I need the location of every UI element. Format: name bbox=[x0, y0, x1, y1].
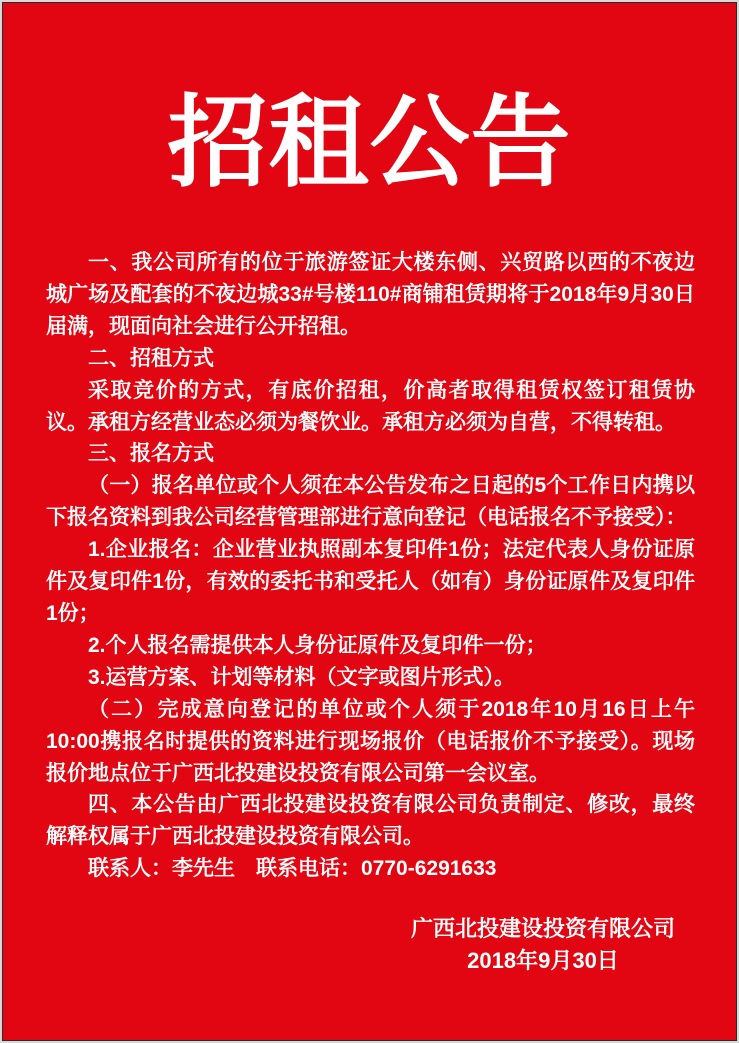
signature-date: 2018年9月30日 bbox=[467, 948, 619, 974]
paragraph-registration-intro: （一）报名单位或个人须在本公告发布之日起的5个工作日内携以下报名资料到我公司经营管理部进行意向登记（电话报名不予接受）： bbox=[46, 474, 695, 530]
paragraph-intro: 一、我公司所有的位于旅游签证大楼东侧、兴贸路以西的不夜边城广场及配套的不夜边城33#号楼110#商铺租赁期将于2018年9月30日届满，现面向社会进行公开招租。 bbox=[46, 251, 695, 338]
list-item-enterprise-registration: 1.企业报名：企业营业执照副本复印件1份；法定代表人身份证原件及复印件1份，有效的委托书和受托人（如有）身份证原件及复印件1份； bbox=[46, 538, 695, 625]
paragraph-onsite-bidding: （二）完成意向登记的单位或个人须于2018年10月16日上午10:00携报名时提供的资料进行现场报价（电话报价不予接受）。现场报价地点位于广西北投建设投资有限公司第一会议室。 bbox=[46, 697, 695, 785]
signature-block bbox=[411, 913, 675, 977]
heading-section-2-rental-method: 二、招租方式 bbox=[88, 346, 214, 370]
list-item-operation-plan: 3.运营方案、计划等材料（文字或图片形式）。 bbox=[88, 665, 516, 689]
poster-title: 招租公告 bbox=[167, 83, 572, 201]
list-item-individual-registration: 2.个人报名需提供本人身份证原件及复印件一份； bbox=[88, 633, 547, 657]
signature-company: 广西北投建设投资有限公司 bbox=[410, 916, 675, 942]
poster-body bbox=[46, 247, 695, 885]
paragraph-interpretation-rights: 四、本公告由广西北投建设投资有限公司负责制定、修改，最终解释权属于广西北投建设投资有限公司。 bbox=[46, 793, 695, 849]
heading-section-3-registration: 三、报名方式 bbox=[88, 442, 214, 466]
paragraph-rental-method: 采取竞价的方式，有底价招租，价高者取得租赁权签订租赁协议。承租方经营业态必须为餐饮业。承租方必须为自营，不得转租。 bbox=[46, 378, 695, 434]
contact-line: 联系人：李先生 联系电话：0770-6291633 bbox=[88, 857, 497, 881]
